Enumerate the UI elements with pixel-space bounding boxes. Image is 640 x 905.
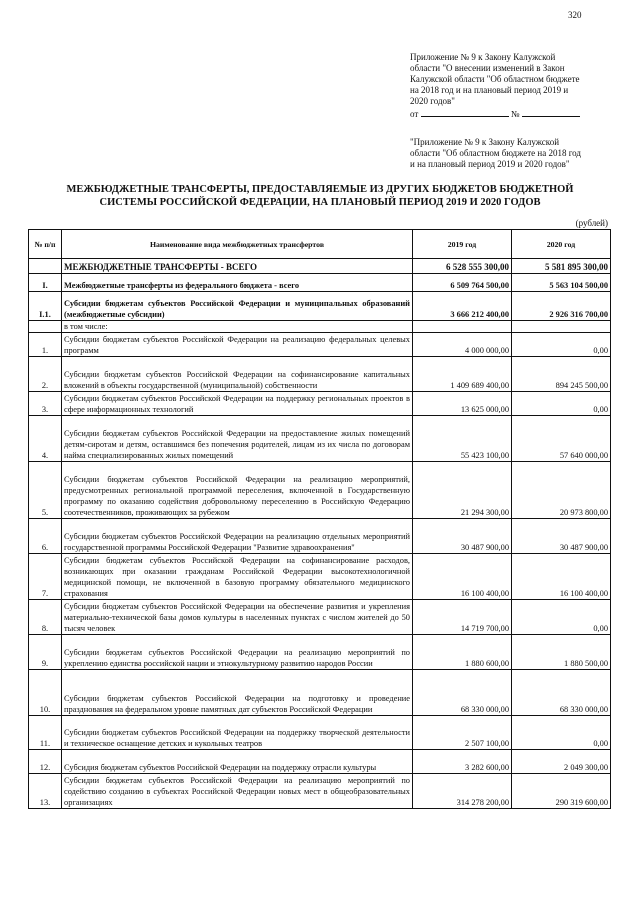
appendix-line: и на плановый период 2019 и 2020 годов" bbox=[410, 159, 570, 169]
header-name: Наименование вида межбюджетных трансфертов bbox=[62, 230, 413, 259]
date-blank bbox=[421, 107, 509, 117]
row-2019: 21 294 300,00 bbox=[413, 462, 512, 519]
appendix-line: "Приложение № 9 к Закону Калужской bbox=[410, 137, 560, 147]
date-number-line bbox=[410, 107, 606, 120]
page-number: 320 bbox=[568, 10, 582, 20]
row-name: Субсидии бюджетам субъектов Российской Федерации на софинансирование капитальных вложений в объекты государственной (муниципальной) собственности bbox=[62, 357, 413, 392]
row-num: 5. bbox=[29, 462, 62, 519]
row-2020: 16 100 400,00 bbox=[512, 554, 611, 600]
row-2020: 2 926 316 700,00 bbox=[512, 292, 611, 321]
row-2019: 68 330 000,00 bbox=[413, 670, 512, 716]
row-2019: 6 528 555 300,00 bbox=[413, 259, 512, 274]
table-header-row bbox=[29, 230, 611, 259]
row-num: 10. bbox=[29, 670, 62, 716]
appendix-line: 2020 годов" bbox=[410, 96, 455, 106]
row-2020: 290 319 600,00 bbox=[512, 774, 611, 809]
header-2019: 2019 год bbox=[413, 230, 512, 259]
row-2019 bbox=[413, 321, 512, 333]
row-2019: 3 666 212 400,00 bbox=[413, 292, 512, 321]
row-2020: 2 049 300,00 bbox=[512, 750, 611, 774]
row-num: 6. bbox=[29, 519, 62, 554]
row-name: Субсидии бюджетам субъектов Российской Федерации на реализацию федеральных целевых программ bbox=[62, 333, 413, 357]
row-name: МЕЖБЮДЖЕТНЫЕ ТРАНСФЕРТЫ - ВСЕГО bbox=[62, 259, 413, 274]
table-row bbox=[29, 716, 611, 750]
row-2020: 57 640 000,00 bbox=[512, 416, 611, 462]
table-row bbox=[29, 462, 611, 519]
row-2019: 6 509 764 500,00 bbox=[413, 274, 512, 292]
row-2020 bbox=[512, 321, 611, 333]
row-2020: 0,00 bbox=[512, 716, 611, 750]
title-line-2: СИСТЕМЫ РОССИЙСКОЙ ФЕДЕРАЦИИ, НА ПЛАНОВЫЙ ПЕРИОД 2019 И 2020 ГОДОВ bbox=[99, 197, 541, 208]
table-row bbox=[29, 750, 611, 774]
row-num: 4. bbox=[29, 416, 62, 462]
row-2020: 20 973 800,00 bbox=[512, 462, 611, 519]
row-2020: 68 330 000,00 bbox=[512, 670, 611, 716]
row-name: Субсидии бюджетам субъектов Российской Федерации на реализацию мероприятий по укреплению единства российской нации и этнокультурному развитию народов России bbox=[62, 635, 413, 670]
table-row bbox=[29, 259, 611, 274]
row-2020: 30 487 900,00 bbox=[512, 519, 611, 554]
table-row bbox=[29, 554, 611, 600]
row-2020: 0,00 bbox=[512, 333, 611, 357]
row-num: I. bbox=[29, 274, 62, 292]
row-2020: 0,00 bbox=[512, 600, 611, 635]
row-num: 1. bbox=[29, 333, 62, 357]
row-num: 12. bbox=[29, 750, 62, 774]
row-2019: 314 278 200,00 bbox=[413, 774, 512, 809]
row-num: 2. bbox=[29, 357, 62, 392]
appendix-line: Приложение № 9 к Закону Калужской bbox=[410, 52, 556, 62]
document-title bbox=[40, 183, 600, 209]
row-name: Межбюджетные трансферты из федерального бюджета - всего bbox=[62, 274, 413, 292]
row-num: 8. bbox=[29, 600, 62, 635]
row-name: Субсидии бюджетам субъектов Российской Федерации на поддержку региональных проектов в сфере информационных технологий bbox=[62, 392, 413, 416]
row-2019: 30 487 900,00 bbox=[413, 519, 512, 554]
row-2020: 5 563 104 500,00 bbox=[512, 274, 611, 292]
row-2019: 3 282 600,00 bbox=[413, 750, 512, 774]
number-prefix: № bbox=[510, 109, 520, 119]
table-row bbox=[29, 416, 611, 462]
row-num: 11. bbox=[29, 716, 62, 750]
row-num: I.1. bbox=[29, 292, 62, 321]
row-num: 9. bbox=[29, 635, 62, 670]
row-num: 3. bbox=[29, 392, 62, 416]
title-line-1: МЕЖБЮДЖЕТНЫЕ ТРАНСФЕРТЫ, ПРЕДОСТАВЛЯЕМЫЕ ИЗ ДРУГИХ БЮДЖЕТОВ БЮДЖЕТНОЙ bbox=[66, 184, 574, 195]
table-row bbox=[29, 519, 611, 554]
table-row bbox=[29, 392, 611, 416]
row-name: Субсидии бюджетам субъектов Российской Федерации на подготовку и проведение празднования на федеральном уровне памятных дат субъектов Российской Федерации bbox=[62, 670, 413, 716]
row-2019: 4 000 000,00 bbox=[413, 333, 512, 357]
row-2020: 5 581 895 300,00 bbox=[512, 259, 611, 274]
date-prefix: от bbox=[410, 109, 419, 119]
header-num: № п/п bbox=[29, 230, 62, 259]
table-row bbox=[29, 670, 611, 716]
table-row bbox=[29, 357, 611, 392]
row-name: Субсидии бюджетам субъектов Российской Федерации на реализацию мероприятий, предусмотренных региональной программой переселения, включенной в Государственную программу по оказанию содействия добровольному переселению в Российскую Федерацию соотечественников, проживающих за рубежом bbox=[62, 462, 413, 519]
table-row bbox=[29, 274, 611, 292]
row-2019: 1 880 600,00 bbox=[413, 635, 512, 670]
row-name: Субсидия бюджетам субъектов Российской Федерации на поддержку отрасли культуры bbox=[62, 750, 413, 774]
row-name: Субсидии бюджетам субъектов Российской Федерации на обеспечение развития и укрепления материально-технической базы домов культуры в населенных пунктах с числом жителей до 50 тысяч человек bbox=[62, 600, 413, 635]
row-name: Субсидии бюджетам субъектов Российской Федерации на софинансирование расходов, возникающих при оказании гражданам Российской Федерации высокотехнологичной медицинской помощи, не включенной в базовую программу обязательного медицинского страхования bbox=[62, 554, 413, 600]
number-blank bbox=[522, 107, 580, 117]
row-name: Субсидии бюджетам субъектов Российской Федерации на реализацию отдельных мероприятий государственной программы Российской Федерации "Развитие здравоохранения" bbox=[62, 519, 413, 554]
appendix-line: на 2018 год и на плановый период 2019 и bbox=[410, 85, 569, 95]
row-2019: 16 100 400,00 bbox=[413, 554, 512, 600]
table-row bbox=[29, 774, 611, 809]
row-2020: 0,00 bbox=[512, 392, 611, 416]
row-2020: 894 245 500,00 bbox=[512, 357, 611, 392]
table-row bbox=[29, 635, 611, 670]
table-row bbox=[29, 292, 611, 321]
appendix-note-original bbox=[410, 137, 606, 170]
row-name: Субсидии бюджетам субъектов Российской Федерации на поддержку творческой деятельности и техническое оснащение детских и кукольных театров bbox=[62, 716, 413, 750]
appendix-line: области "О внесении изменений в Закон bbox=[410, 63, 565, 73]
header-2020: 2020 год bbox=[512, 230, 611, 259]
table-row bbox=[29, 321, 611, 333]
row-name: в том числе: bbox=[62, 321, 413, 333]
row-2019: 13 625 000,00 bbox=[413, 392, 512, 416]
row-2019: 2 507 100,00 bbox=[413, 716, 512, 750]
table-row bbox=[29, 333, 611, 357]
row-num: 7. bbox=[29, 554, 62, 600]
row-2020: 1 880 500,00 bbox=[512, 635, 611, 670]
table-row bbox=[29, 600, 611, 635]
row-2019: 1 409 689 400,00 bbox=[413, 357, 512, 392]
row-num: 13. bbox=[29, 774, 62, 809]
appendix-note-amendment bbox=[410, 52, 606, 120]
row-name: Субсидии бюджетам субъектов Российской Федерации на реализацию мероприятий по содействию созданию в субъектах Российской Федерации новых мест в общеобразовательных организациях bbox=[62, 774, 413, 809]
currency-units: (рублей) bbox=[575, 218, 608, 228]
row-name: Субсидии бюджетам субъектов Российской Федерации и муниципальных образований (межбюджетные субсидии) bbox=[62, 292, 413, 321]
row-2019: 55 423 100,00 bbox=[413, 416, 512, 462]
row-num bbox=[29, 321, 62, 333]
appendix-line: области "Об областном бюджете на 2018 год bbox=[410, 148, 581, 158]
row-2019: 14 719 700,00 bbox=[413, 600, 512, 635]
row-name: Субсидии бюджетам субъектов Российской Федерации на предоставление жилых помещений детям-сиротам и детям, оставшимся без попечения родителей, лицам из их числа по договорам найма специализированных жилых помещений bbox=[62, 416, 413, 462]
appendix-line: Калужской области "Об областном бюджете bbox=[410, 74, 580, 84]
transfers-table bbox=[28, 229, 611, 809]
row-num bbox=[29, 259, 62, 274]
